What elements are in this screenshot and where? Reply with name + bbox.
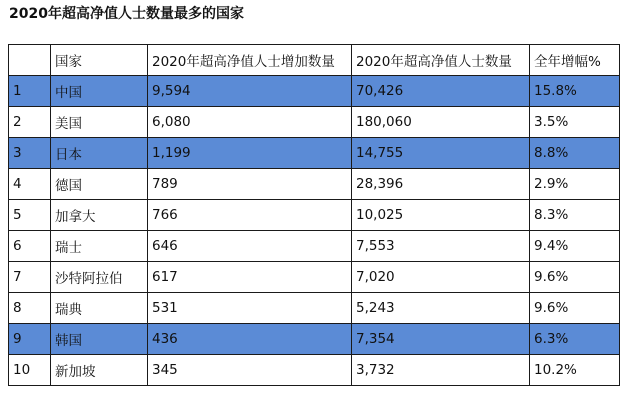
- cell-total: 10,025: [352, 200, 530, 231]
- cell-country: 瑞典: [51, 293, 148, 324]
- cell-rank: 7: [9, 262, 51, 293]
- cell-rank: 6: [9, 231, 51, 262]
- header-rank: [9, 45, 51, 76]
- table-header-row: [9, 45, 620, 76]
- cell-added: 9,594: [148, 76, 352, 107]
- cell-growth: 8.8%: [530, 138, 620, 169]
- cell-rank: 2: [9, 107, 51, 138]
- cell-total: 5,243: [352, 293, 530, 324]
- cell-growth: 6.3%: [530, 324, 620, 355]
- cell-total: 7,553: [352, 231, 530, 262]
- cell-rank: 3: [9, 138, 51, 169]
- cell-added: 436: [148, 324, 352, 355]
- table-row: [9, 324, 620, 355]
- cell-added: 6,080: [148, 107, 352, 138]
- cell-country: 沙特阿拉伯: [51, 262, 148, 293]
- cell-rank: 9: [9, 324, 51, 355]
- header-added: 2020年超高净值人士增加数量: [148, 45, 352, 76]
- page-title: 2020年超高净值人士数量最多的国家: [9, 6, 244, 22]
- cell-growth: 8.3%: [530, 200, 620, 231]
- cell-added: 646: [148, 231, 352, 262]
- cell-added: 531: [148, 293, 352, 324]
- cell-total: 14,755: [352, 138, 530, 169]
- cell-country: 加拿大: [51, 200, 148, 231]
- table-row: [9, 355, 620, 386]
- table-row: [9, 107, 620, 138]
- cell-country: 日本: [51, 138, 148, 169]
- table-row: [9, 200, 620, 231]
- cell-total: 7,020: [352, 262, 530, 293]
- cell-growth: 2.9%: [530, 169, 620, 200]
- cell-total: 3,732: [352, 355, 530, 386]
- header-country: 国家: [51, 45, 148, 76]
- cell-added: 766: [148, 200, 352, 231]
- cell-country: 美国: [51, 107, 148, 138]
- cell-growth: 9.6%: [530, 293, 620, 324]
- cell-growth: 9.4%: [530, 231, 620, 262]
- cell-growth: 9.6%: [530, 262, 620, 293]
- cell-growth: 3.5%: [530, 107, 620, 138]
- table-row: [9, 76, 620, 107]
- cell-rank: 10: [9, 355, 51, 386]
- cell-total: 28,396: [352, 169, 530, 200]
- cell-country: 新加坡: [51, 355, 148, 386]
- cell-country: 瑞士: [51, 231, 148, 262]
- cell-added: 617: [148, 262, 352, 293]
- cell-total: 180,060: [352, 107, 530, 138]
- cell-country: 中国: [51, 76, 148, 107]
- cell-rank: 1: [9, 76, 51, 107]
- table-row: [9, 262, 620, 293]
- header-total: 2020年超高净值人士数量: [352, 45, 530, 76]
- cell-rank: 4: [9, 169, 51, 200]
- cell-rank: 8: [9, 293, 51, 324]
- cell-growth: 15.8%: [530, 76, 620, 107]
- cell-added: 345: [148, 355, 352, 386]
- cell-country: 德国: [51, 169, 148, 200]
- cell-growth: 10.2%: [530, 355, 620, 386]
- cell-added: 1,199: [148, 138, 352, 169]
- cell-country: 韩国: [51, 324, 148, 355]
- cell-total: 70,426: [352, 76, 530, 107]
- cell-rank: 5: [9, 200, 51, 231]
- table-row: [9, 293, 620, 324]
- cell-total: 7,354: [352, 324, 530, 355]
- table-row: [9, 138, 620, 169]
- table-row: [9, 169, 620, 200]
- cell-added: 789: [148, 169, 352, 200]
- header-growth: 全年增幅%: [530, 45, 620, 76]
- table-row: [9, 231, 620, 262]
- data-table: [8, 44, 620, 386]
